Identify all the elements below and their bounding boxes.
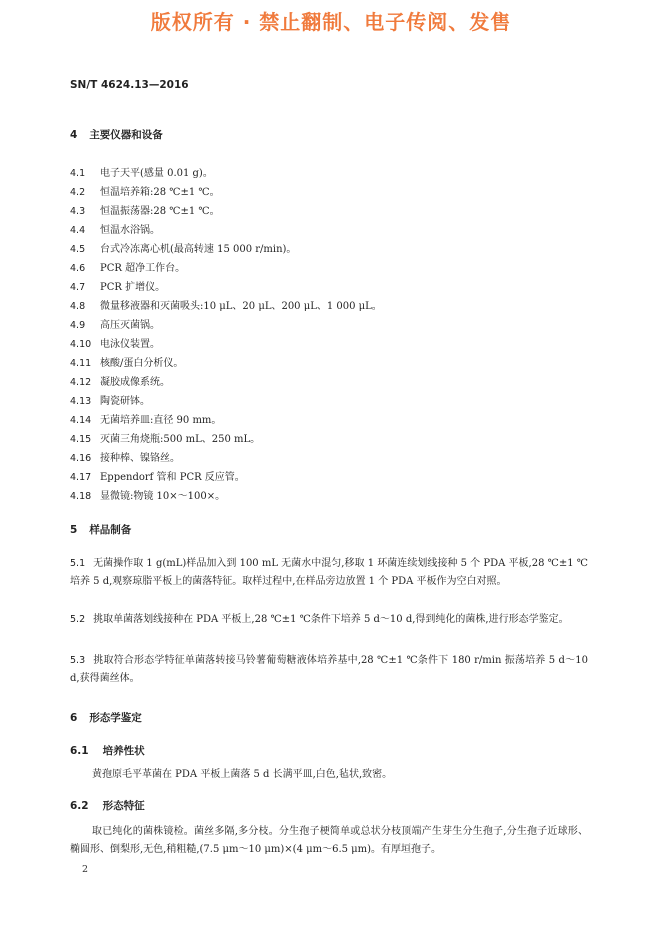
list-item (70, 240, 296, 255)
section-6-heading (70, 710, 142, 725)
item-text: 核酸/蛋白分析仪。 (100, 358, 184, 369)
section-4-heading (70, 127, 163, 142)
section-number: 4 (70, 129, 78, 141)
item-number: 4.8 (70, 301, 86, 312)
paragraph-6-2: 取已纯化的菌株镜检。菌丝多隔,多分枝。分生孢子梗简单或总状分枝顶端产生芽生分生孢子,分生孢子近球形、椭圆形、倒梨形,无色,稍粗糙,(7.5 μm～10 μm)×(4 μm～6.5 μm)。有厚垣孢子。 (70, 826, 588, 855)
item-number: 4.14 (70, 415, 92, 426)
item-text: PCR 超净工作台。 (100, 263, 186, 274)
list-item (70, 297, 382, 312)
item-number: 4.11 (70, 358, 92, 369)
list-item (70, 449, 180, 464)
list-item (70, 183, 220, 198)
list-item (70, 335, 160, 350)
paragraph-5-3 (70, 652, 588, 688)
item-text: 显微镜:物镜 10×～100×。 (100, 491, 226, 502)
item-number: 4.13 (70, 396, 92, 407)
item-number: 4.4 (70, 225, 86, 236)
list-item (70, 468, 245, 483)
subsection-title: 形态特征 (102, 800, 145, 812)
subsection-number: 6.2 (70, 800, 89, 812)
list-item (70, 259, 185, 274)
section-number: 5 (70, 524, 78, 536)
item-number: 4.2 (70, 187, 86, 198)
paragraph-5-2 (70, 611, 588, 629)
item-text: 恒温振荡器:28 ℃±1 ℃。 (100, 206, 220, 217)
item-text: PCR 扩增仪。 (100, 282, 166, 293)
item-number: 4.9 (70, 320, 86, 331)
section-title: 形态学鉴定 (89, 712, 142, 724)
document-code: SN/T 4624.13—2016 (70, 79, 189, 91)
list-item (70, 430, 260, 445)
item-number: 4.10 (70, 339, 92, 350)
list-item (70, 392, 150, 407)
item-number: 4.18 (70, 491, 92, 502)
item-text: 微量移液器和灭菌吸头:10 μL、20 μL、200 μL、1 000 μL。 (100, 301, 382, 312)
item-text: 凝胶成像系统。 (100, 377, 170, 388)
paragraph-text: 挑取单菌落划线接种在 PDA 平板上,28 ℃±1 ℃条件下培养 5 d～10 d,得到纯化的菌株,进行形态学鉴定。 (93, 614, 569, 625)
list-item (70, 373, 170, 388)
section-5-heading (70, 522, 131, 537)
item-text: 无菌培养皿:直径 90 mm。 (100, 415, 222, 426)
item-text: 陶瓷研钵。 (100, 396, 150, 407)
subsection-6-2-heading (70, 798, 145, 813)
item-text: Eppendorf 管和 PCR 反应管。 (100, 472, 245, 483)
paragraph-number: 5.2 (70, 614, 86, 625)
item-text: 电泳仪装置。 (100, 339, 160, 350)
item-number: 4.6 (70, 263, 86, 274)
paragraph-5-1 (70, 555, 588, 591)
list-item (70, 221, 160, 236)
item-text: 高压灭菌锅。 (100, 320, 160, 331)
subsection-6-1-heading (70, 743, 145, 758)
list-item (70, 411, 221, 426)
item-number: 4.1 (70, 168, 86, 179)
list-item (70, 278, 165, 293)
item-text: 接种棒、镍铬丝。 (100, 453, 180, 464)
item-text: 电子天平(感量 0.01 g)。 (100, 168, 213, 179)
section-title: 样品制备 (89, 524, 132, 536)
item-number: 4.12 (70, 377, 92, 388)
subsection-number: 6.1 (70, 745, 89, 757)
item-number: 4.3 (70, 206, 86, 217)
page-number: 2 (82, 864, 89, 875)
item-number: 4.7 (70, 282, 86, 293)
item-text: 恒温培养箱:28 ℃±1 ℃。 (100, 187, 220, 198)
list-item (70, 164, 213, 179)
item-number: 4.16 (70, 453, 92, 464)
section-number: 6 (70, 712, 78, 724)
item-text: 灭菌三角烧瓶:500 mL、250 mL。 (100, 434, 261, 445)
item-text: 台式冷冻离心机(最高转速 15 000 r/min)。 (100, 244, 297, 255)
subsection-title: 培养性状 (102, 745, 145, 757)
item-number: 4.15 (70, 434, 92, 445)
section-title: 主要仪器和设备 (89, 129, 163, 141)
item-number: 4.17 (70, 472, 92, 483)
paragraph-number: 5.3 (70, 655, 86, 666)
paragraph-number: 5.1 (70, 558, 86, 569)
list-item (70, 487, 225, 502)
paragraph-text: 挑取符合形态学特征单菌落转接马铃薯葡萄糖液体培养基中,28 ℃±1 ℃条件下 180 r/min 振荡培养 5 d～10 d,获得菌丝体。 (70, 655, 588, 684)
list-item (70, 316, 160, 331)
list-item (70, 354, 183, 369)
list-item (70, 202, 220, 217)
item-number: 4.5 (70, 244, 86, 255)
copyright-watermark: 版权所有 · 禁止翻制、电子传阅、发售 (150, 10, 512, 34)
paragraph-text: 无菌操作取 1 g(mL)样品加入到 100 mL 无菌水中混匀,移取 1 环菌连续划线接种 5 个 PDA 平板,28 ℃±1 ℃培养 5 d,观察琼脂平板上的菌落特征。取样过程中,在样品旁边放置 1 个 PDA 平板作为空白对照。 (70, 558, 588, 587)
paragraph-6-1: 黄孢原毛平革菌在 PDA 平板上菌落 5 d 长满平皿,白色,毡状,致密。 (92, 769, 393, 780)
item-text: 恒温水浴锅。 (100, 225, 160, 236)
